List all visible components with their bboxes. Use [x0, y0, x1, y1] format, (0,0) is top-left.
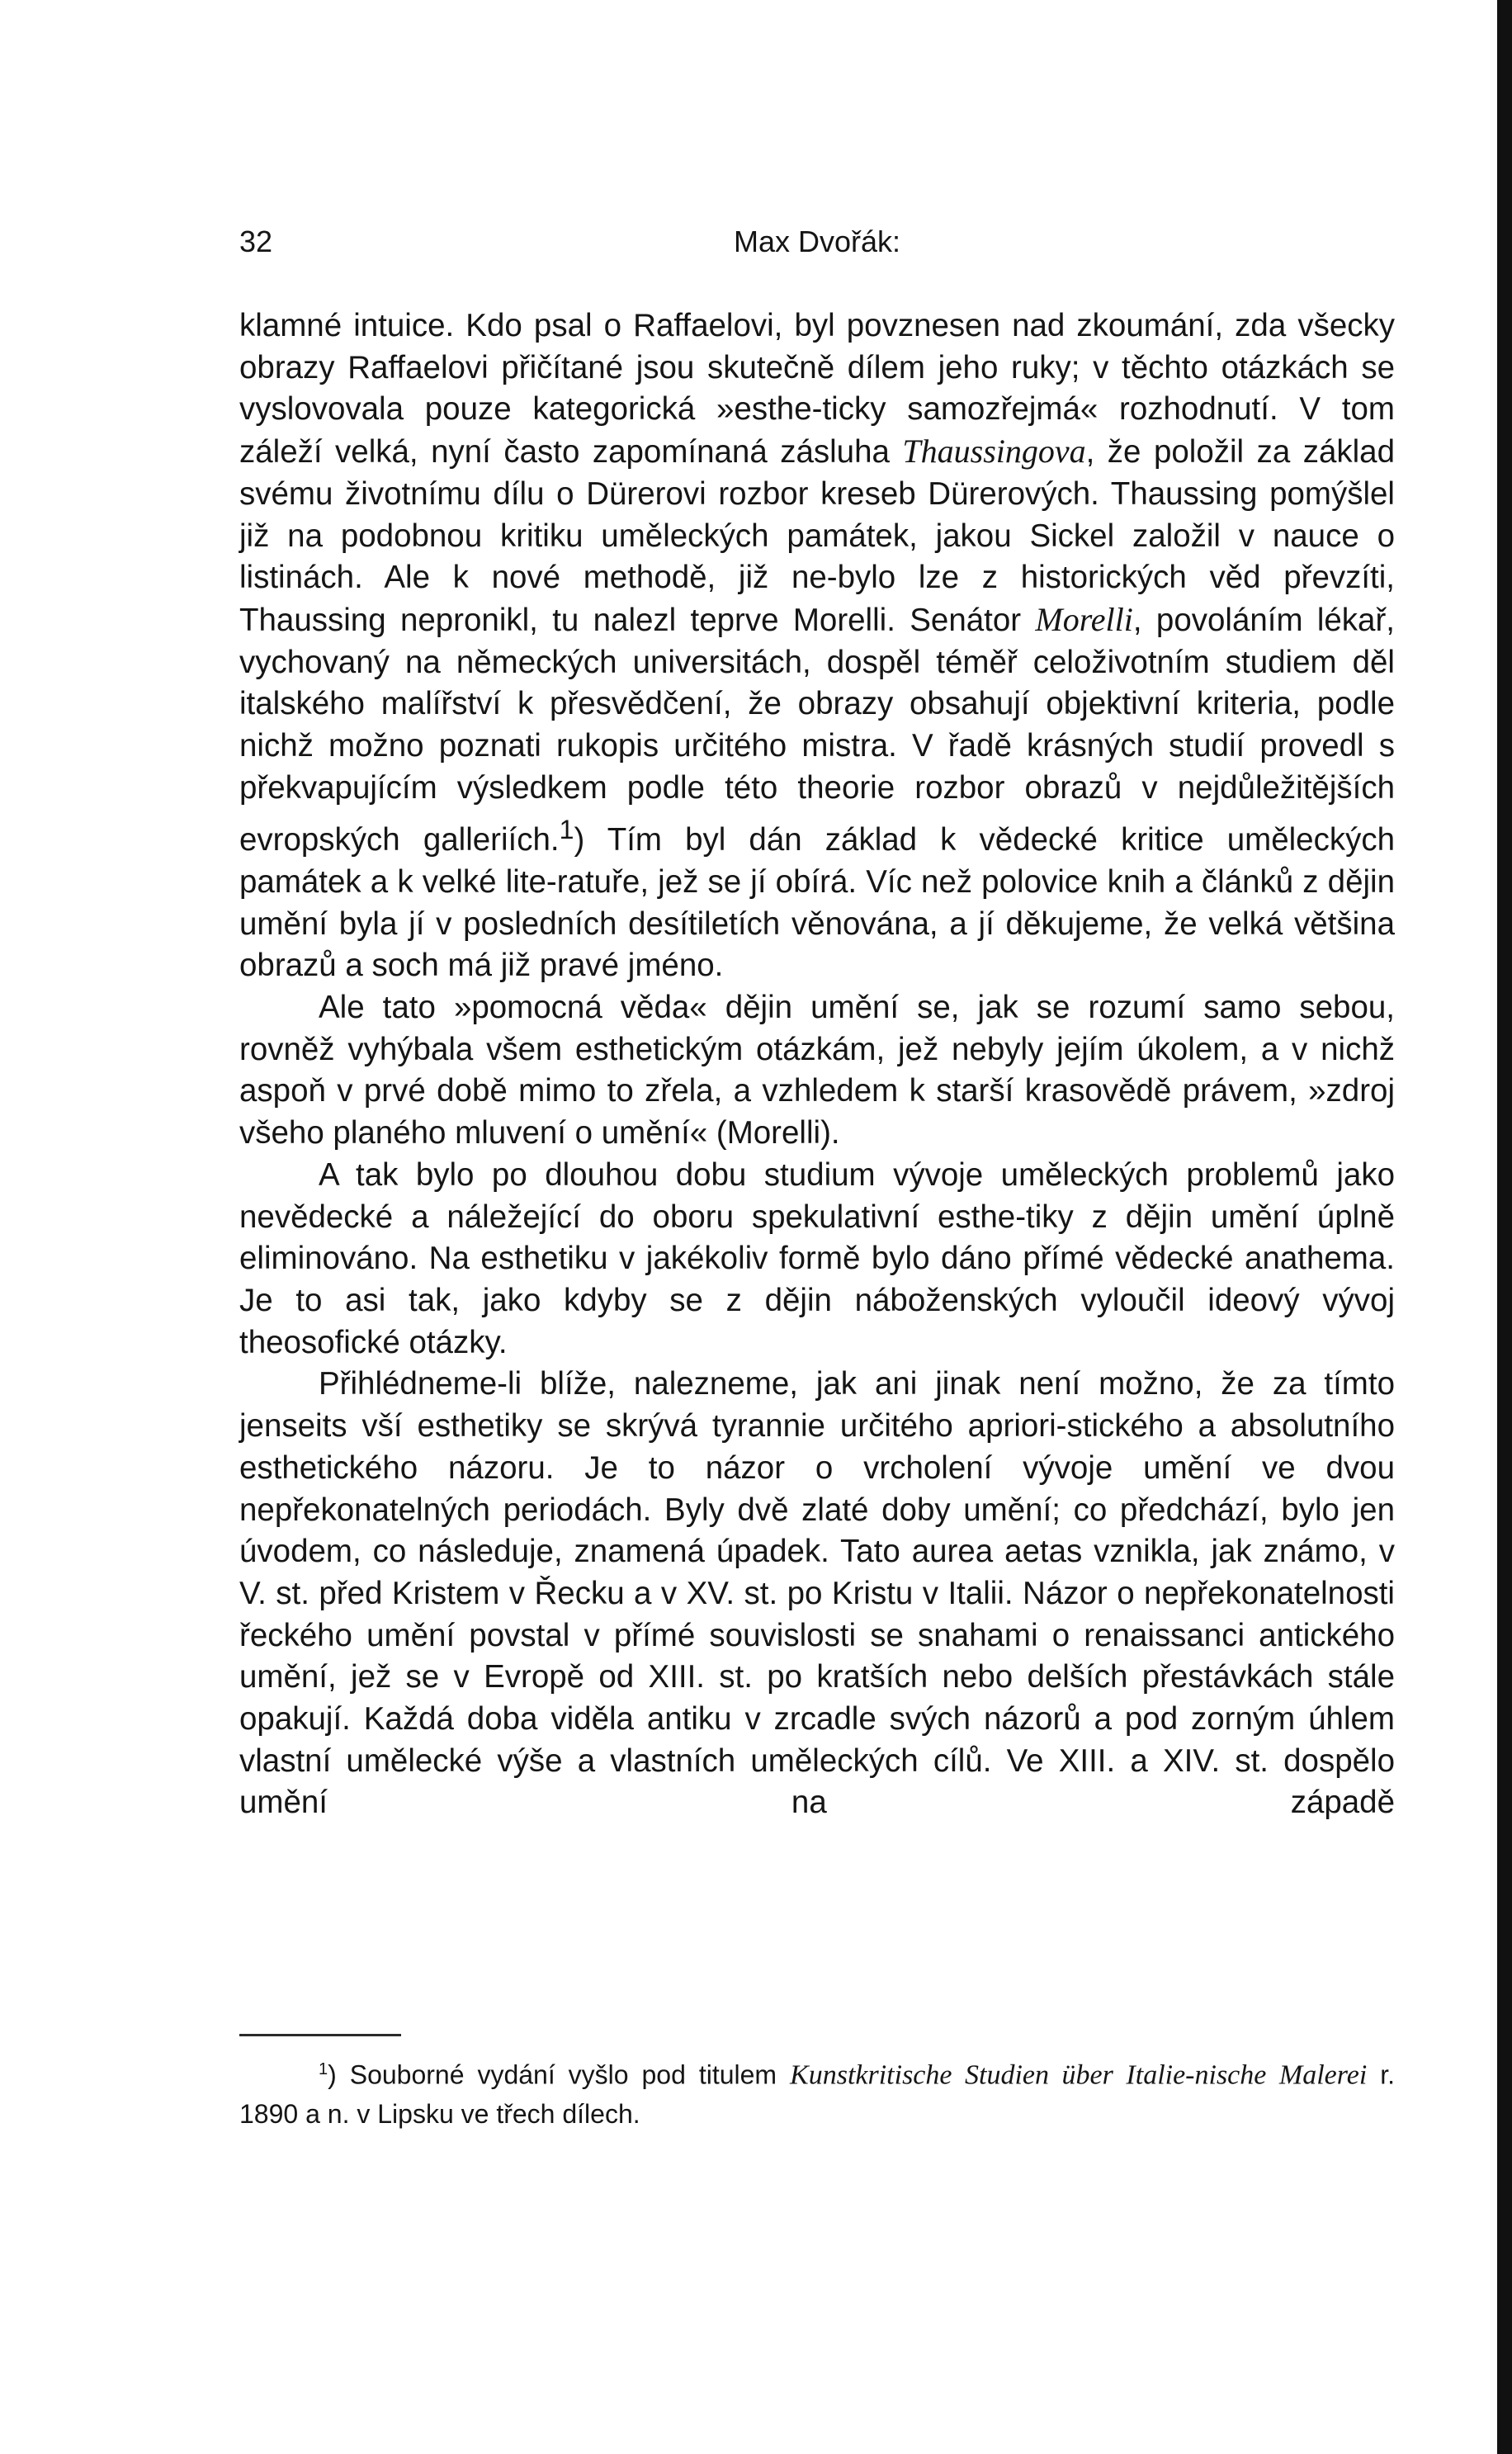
footnote — [239, 2050, 1395, 2134]
text-run: ) Souborné vydání vyšlo pod titulem — [328, 2059, 791, 2090]
book-title: Kunstkritische Studien über Italie-nische Malerei — [790, 2059, 1368, 2091]
scan-edge — [1497, 0, 1512, 2454]
text-run: , že položil za základ svému životnímu dílu o Dürerovi rozbor kreseb Dürerových. Thaussing pomýšlel již na podobnou kritiku uměleckých památek, jakou Sickel založil v nauce o listinách. Ale k nové methodě, již ne-bylo lze z historických věd převzíti, Thaussing nepronikl, tu nalezl teprve Morelli. Senátor — [239, 434, 1395, 638]
name-morelli: Morelli — [1035, 600, 1133, 638]
footnote-ref: 1 — [559, 815, 574, 845]
paragraph-3: A tak bylo po dlouhou dobu studium vývoje uměleckých problemů jako nevědecké a náležející do oboru spekulativní esthe-tiky z dějin umění úplně eliminováno. Na esthetiku v jakékoliv formě bylo dáno přímé vědecké anathema. Je to asi tak, jako kdyby se z dějin náboženských vyloučil ideový vývoj theosofické otázky. — [239, 1156, 1395, 1360]
paragraph-4: Přihlédneme-li blíže, nalezneme, jak ani jinak není možno, že za tímto jenseits vší esthetiky se skrývá tyrannie určitého apriori-stického a absolutního esthetického názoru. Je to názor o vrcholení vývoje umění ve dvou nepřekonatelných periodách. Byly dvě zlaté doby umění; co předchází, bylo jen úvodem, co následuje, znamená úpadek. Tato aurea aetas vznikla, jak známo, v V. st. před Kristem v Řecku a v XV. st. po Kristu v Italii. Názor o nepřekonatelnosti řeckého umění povstal v přímé souvislosti se snahami o renaissanci antického umění, jež se v Evropě od XIII. st. po kratších nebo delších přestávkách stále opakují. Každá doba viděla antiku v zrcadle svých názorů a pod zorným úhlem vlastní umělecké výše a vlastních uměleckých cílů. Ve XIII. a XIV. st. dospělo umění na západě — [239, 1366, 1395, 1821]
text-run: ) Tím byl dán základ k vědecké kritice uměleckých památek a k velké lite-ratuře, jež se jí obírá. Víc než polovice knih a článků z dějin umění byla jí v posledních desítiletích věnována, a jí děkujeme, že velká většina obrazů a soch má již pravé jméno. — [239, 822, 1395, 984]
text-run: r. 1890 a n. v Lipsku ve třech dílech. — [239, 2059, 1396, 2129]
running-head: Max Dvořák: — [733, 225, 901, 258]
footnote-marker: 1 — [319, 2060, 328, 2078]
paragraph-2: Ale tato »pomocná věda« dějin umění se, jak se rozumí samo sebou, rovněž vyhýbala všem esthetickým otázkám, jež nebyly jejím úkolem, a v nichž aspoň v prvé době mimo to zřela, a vzhledem k starší krasovědě právem, »zdroj všeho planého mluvení o umění« (Morelli). — [239, 990, 1395, 1151]
paragraph-1 — [239, 305, 1395, 987]
text-run: klamné intuice. Kdo psal o Raffaelovi, byl povznesen nad zkoumání, zda všecky obrazy Raffaelovi přičítané jsou skutečně dílem jeho ruky; v těchto otázkách se vyslovovala pouze kategorická »esthe-ticky samozřejmá« rozhodnutí. V tom záleží velká, nyní často zapomínaná zásluha — [239, 308, 1395, 470]
page-number: 32 — [239, 225, 273, 258]
text-run: , povoláním lékař, vychovaný na německých universitách, dospěl téměř celoživotním studiem děl italského malířství k přesvědčení, že obrazy obsahují objektivní kriteria, podle nichž možno poznati rukopis určitého mistra. V řadě krásných studií provedl s překvapujícím výsledkem podle této theorie rozbor obrazů v nejdůležitějších evropských galleriích. — [239, 602, 1395, 858]
page-header — [239, 225, 1395, 266]
body-text — [239, 305, 1395, 1824]
name-thaussing: Thaussingova — [902, 433, 1086, 470]
footnote-rule — [239, 2034, 401, 2036]
